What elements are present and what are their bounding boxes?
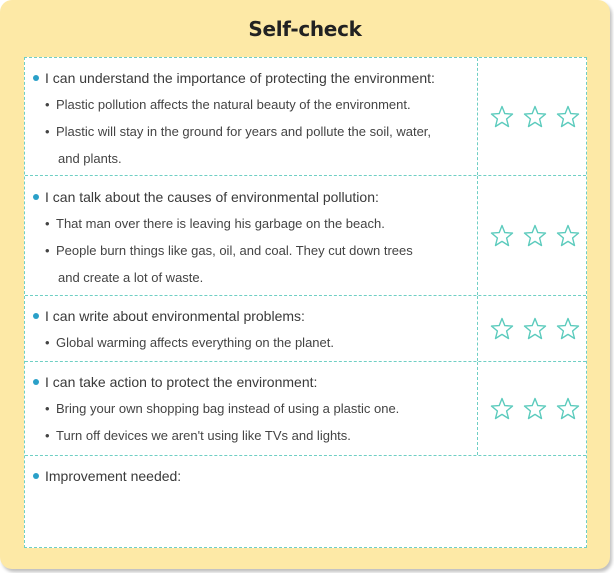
improvement-row [25,456,586,547]
row-heading [33,466,181,486]
list-item-text: That man over there is leaving his garbage on the beach. [56,216,385,231]
star-outline-icon[interactable] [523,397,547,421]
star-outline-icon[interactable] [523,317,547,341]
star-outline-icon[interactable] [556,397,580,421]
star-outline-icon[interactable] [490,224,514,248]
row-heading-text: I can take action to protect the environment: [45,374,318,390]
star-outline-icon[interactable] [556,317,580,341]
column-divider [477,362,478,455]
list-item: • Bring your own shopping bag instead of using a plastic one. [45,401,400,416]
row-heading [33,372,317,392]
list-item: • People burn things like gas, oil, and coal. They cut down trees [45,243,413,258]
star-rating [490,317,580,341]
list-item-text: Turn off devices we aren't using like TVs and lights. [56,428,351,443]
list-item: • Turn off devices we aren't using like TVs and lights. [45,428,351,443]
list-item: • Global warming affects everything on the planet. [45,335,334,350]
star-rating [490,397,580,421]
star-rating [490,224,580,248]
row-items [45,210,469,291]
list-item-text: Plastic will stay in the ground for years and pollute the soil, water, [56,124,432,139]
column-divider [477,296,478,361]
star-rating [490,105,580,129]
row-items [45,329,469,356]
dot-icon [33,194,39,200]
list-item-text: Plastic pollution affects the natural beauty of the environment. [56,97,411,112]
row-heading-text: I can understand the importance of protecting the environment: [45,70,435,86]
list-item-continuation: and create a lot of waste. [58,270,204,285]
page-title: Self-check [248,17,362,41]
row-heading [33,306,305,326]
row-heading-text: I can write about environmental problems: [45,308,305,324]
star-outline-icon[interactable] [490,317,514,341]
list-item: • Plastic pollution affects the natural beauty of the environment. [45,97,411,112]
self-check-row [25,58,586,176]
row-heading [33,68,435,88]
star-outline-icon[interactable] [490,105,514,129]
row-heading-text: Improvement needed: [45,468,182,484]
self-check-row [25,362,586,456]
self-check-row [25,176,586,296]
star-outline-icon[interactable] [556,224,580,248]
star-outline-icon[interactable] [523,105,547,129]
row-heading-text: I can talk about the causes of environmental pollution: [45,189,379,205]
column-divider [477,58,478,175]
dot-icon [33,379,39,385]
self-check-table [24,57,587,548]
list-item-text: Bring your own shopping bag instead of using a plastic one. [56,401,400,416]
list-item-text: People burn things like gas, oil, and coal. They cut down trees [56,243,413,258]
list-item-continuation: and plants. [58,151,122,166]
star-outline-icon[interactable] [523,224,547,248]
star-outline-icon[interactable] [490,397,514,421]
list-item: • That man over there is leaving his garbage on the beach. [45,216,385,231]
list-item: • Plastic will stay in the ground for years and pollute the soil, water, [45,124,432,139]
dot-icon [33,313,39,319]
dot-icon [33,75,39,81]
list-item-text: Global warming affects everything on the planet. [56,335,334,350]
row-heading [33,187,379,207]
row-items [45,91,469,172]
self-check-row [25,296,586,362]
star-outline-icon[interactable] [556,105,580,129]
dot-icon [33,473,39,479]
row-items [45,395,469,449]
column-divider [477,176,478,295]
